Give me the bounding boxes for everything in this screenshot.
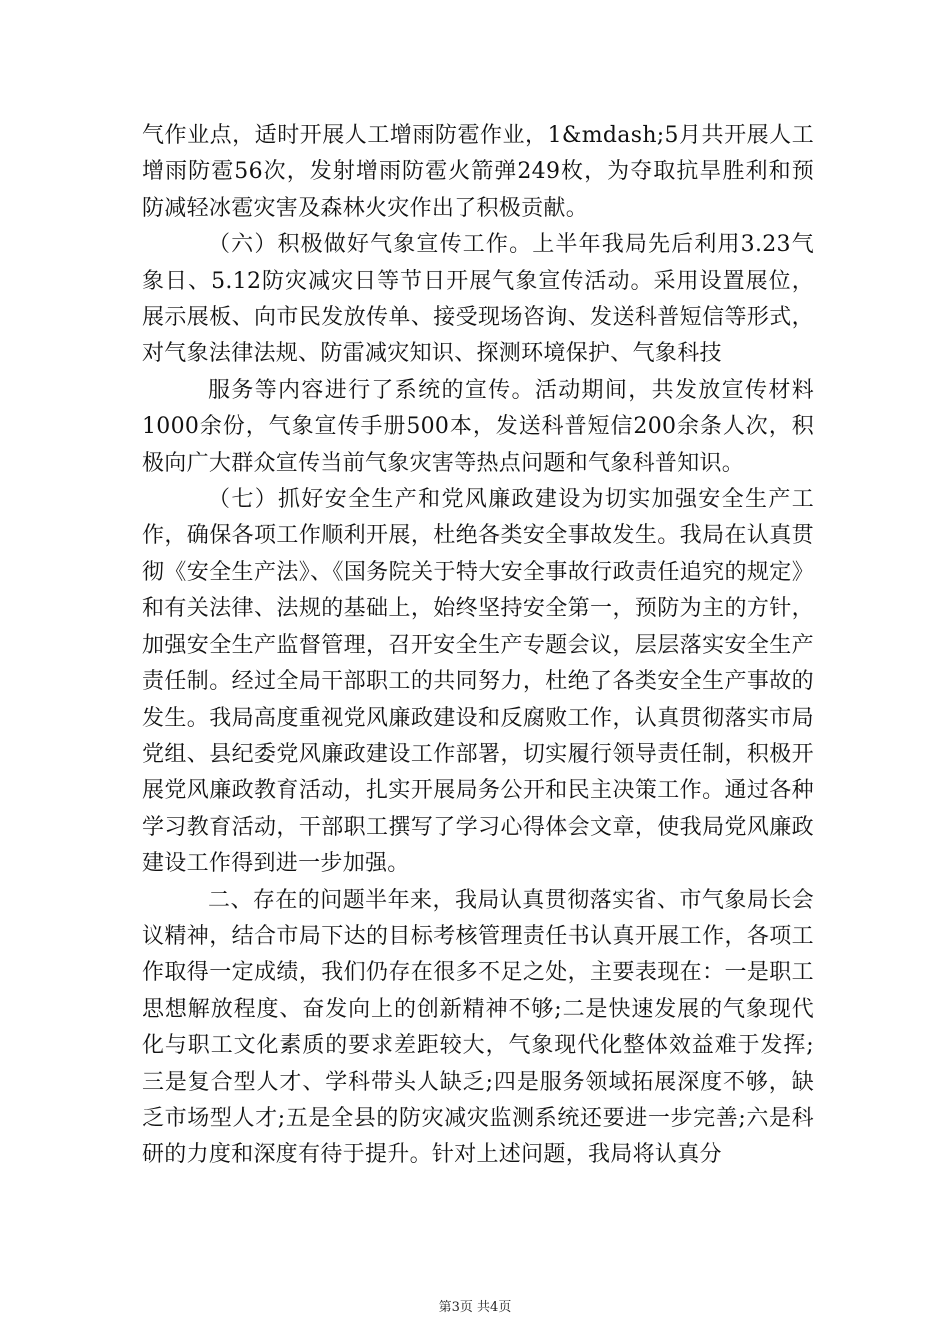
page-footer (0, 1296, 950, 1315)
paragraph-5: 二、存在的问题半年来，我局认真贯彻落实省、市气象局长会议精神，结合市局下达的目标考核管理责任书认真开展工作，各项工作取得一定成绩，我们仍存在很多不足之处，主要表现在：一是职工思想解放程度、奋发向上的创新精神不够;二是快速发展的气象现代化与职工文化素质的要求差距较大，气象现代化整体效益难于发挥;三是复合型人才、学科带头人缺乏;四是服务领域拓展深度不够，缺乏市场型人才;五是全县的防灾减灾监测系统还要进一步完善;六是科研的力度和深度有待于提升。针对上述问题，我局将认真分 (142, 887, 814, 1168)
page-number-label: 第3页 共4页 (438, 1300, 512, 1315)
document-body (142, 118, 814, 1174)
paragraph-3: 服务等内容进行了系统的宣传。活动期间，共发放宣传材料1000余份，气象宣传手册500本，发送科普短信200余条人次，积极向广大群众宣传当前气象灾害等热点问题和气象科普知识。 (142, 377, 814, 476)
paragraph-2: （六）积极做好气象宣传工作。上半年我局先后利用3.23气象日、5.12防灾减灾日等节日开展气象宣传活动。采用设置展位，展示展板、向市民发放传单、接受现场咨询、发送科普短信等形式，对气象法律法规、防雷减灾知识、探测环境保护、气象科技 (142, 232, 814, 367)
paragraph-1: 气作业点，适时开展人工增雨防雹作业，1&mdash;5月共开展人工增雨防雹56次，发射增雨防雹火箭弹249枚，为夺取抗旱胜利和预防减轻冰雹灾害及森林火灾作出了积极贡献。 (142, 123, 814, 221)
paragraph-4: （七）抓好安全生产和党风廉政建设为切实加强安全生产工作，确保各项工作顺利开展，杜绝各类安全事故发生。我局在认真贯彻《安全生产法》、《国务院关于特大安全事故行政责任追究的规定》和有关法律、法规的基础上，始终坚持安全第一，预防为主的方针，加强安全生产监督管理，召开安全生产专题会议，层层落实安全生产责任制。经过全局干部职工的共同努力，杜绝了各类安全生产事故的发生。我局高度重视党风廉政建设和反腐败工作，认真贯彻落实市局党组、县纪委党风廉政建设工作部署，切实履行领导责任制，积极开展党风廉政教育活动，扎实开展局务公开和民主决策工作。通过各种学习教育活动，干部职工撰写了学习心得体会文章，使我局党风廉政建设工作得到进一步加强。 (142, 487, 814, 877)
